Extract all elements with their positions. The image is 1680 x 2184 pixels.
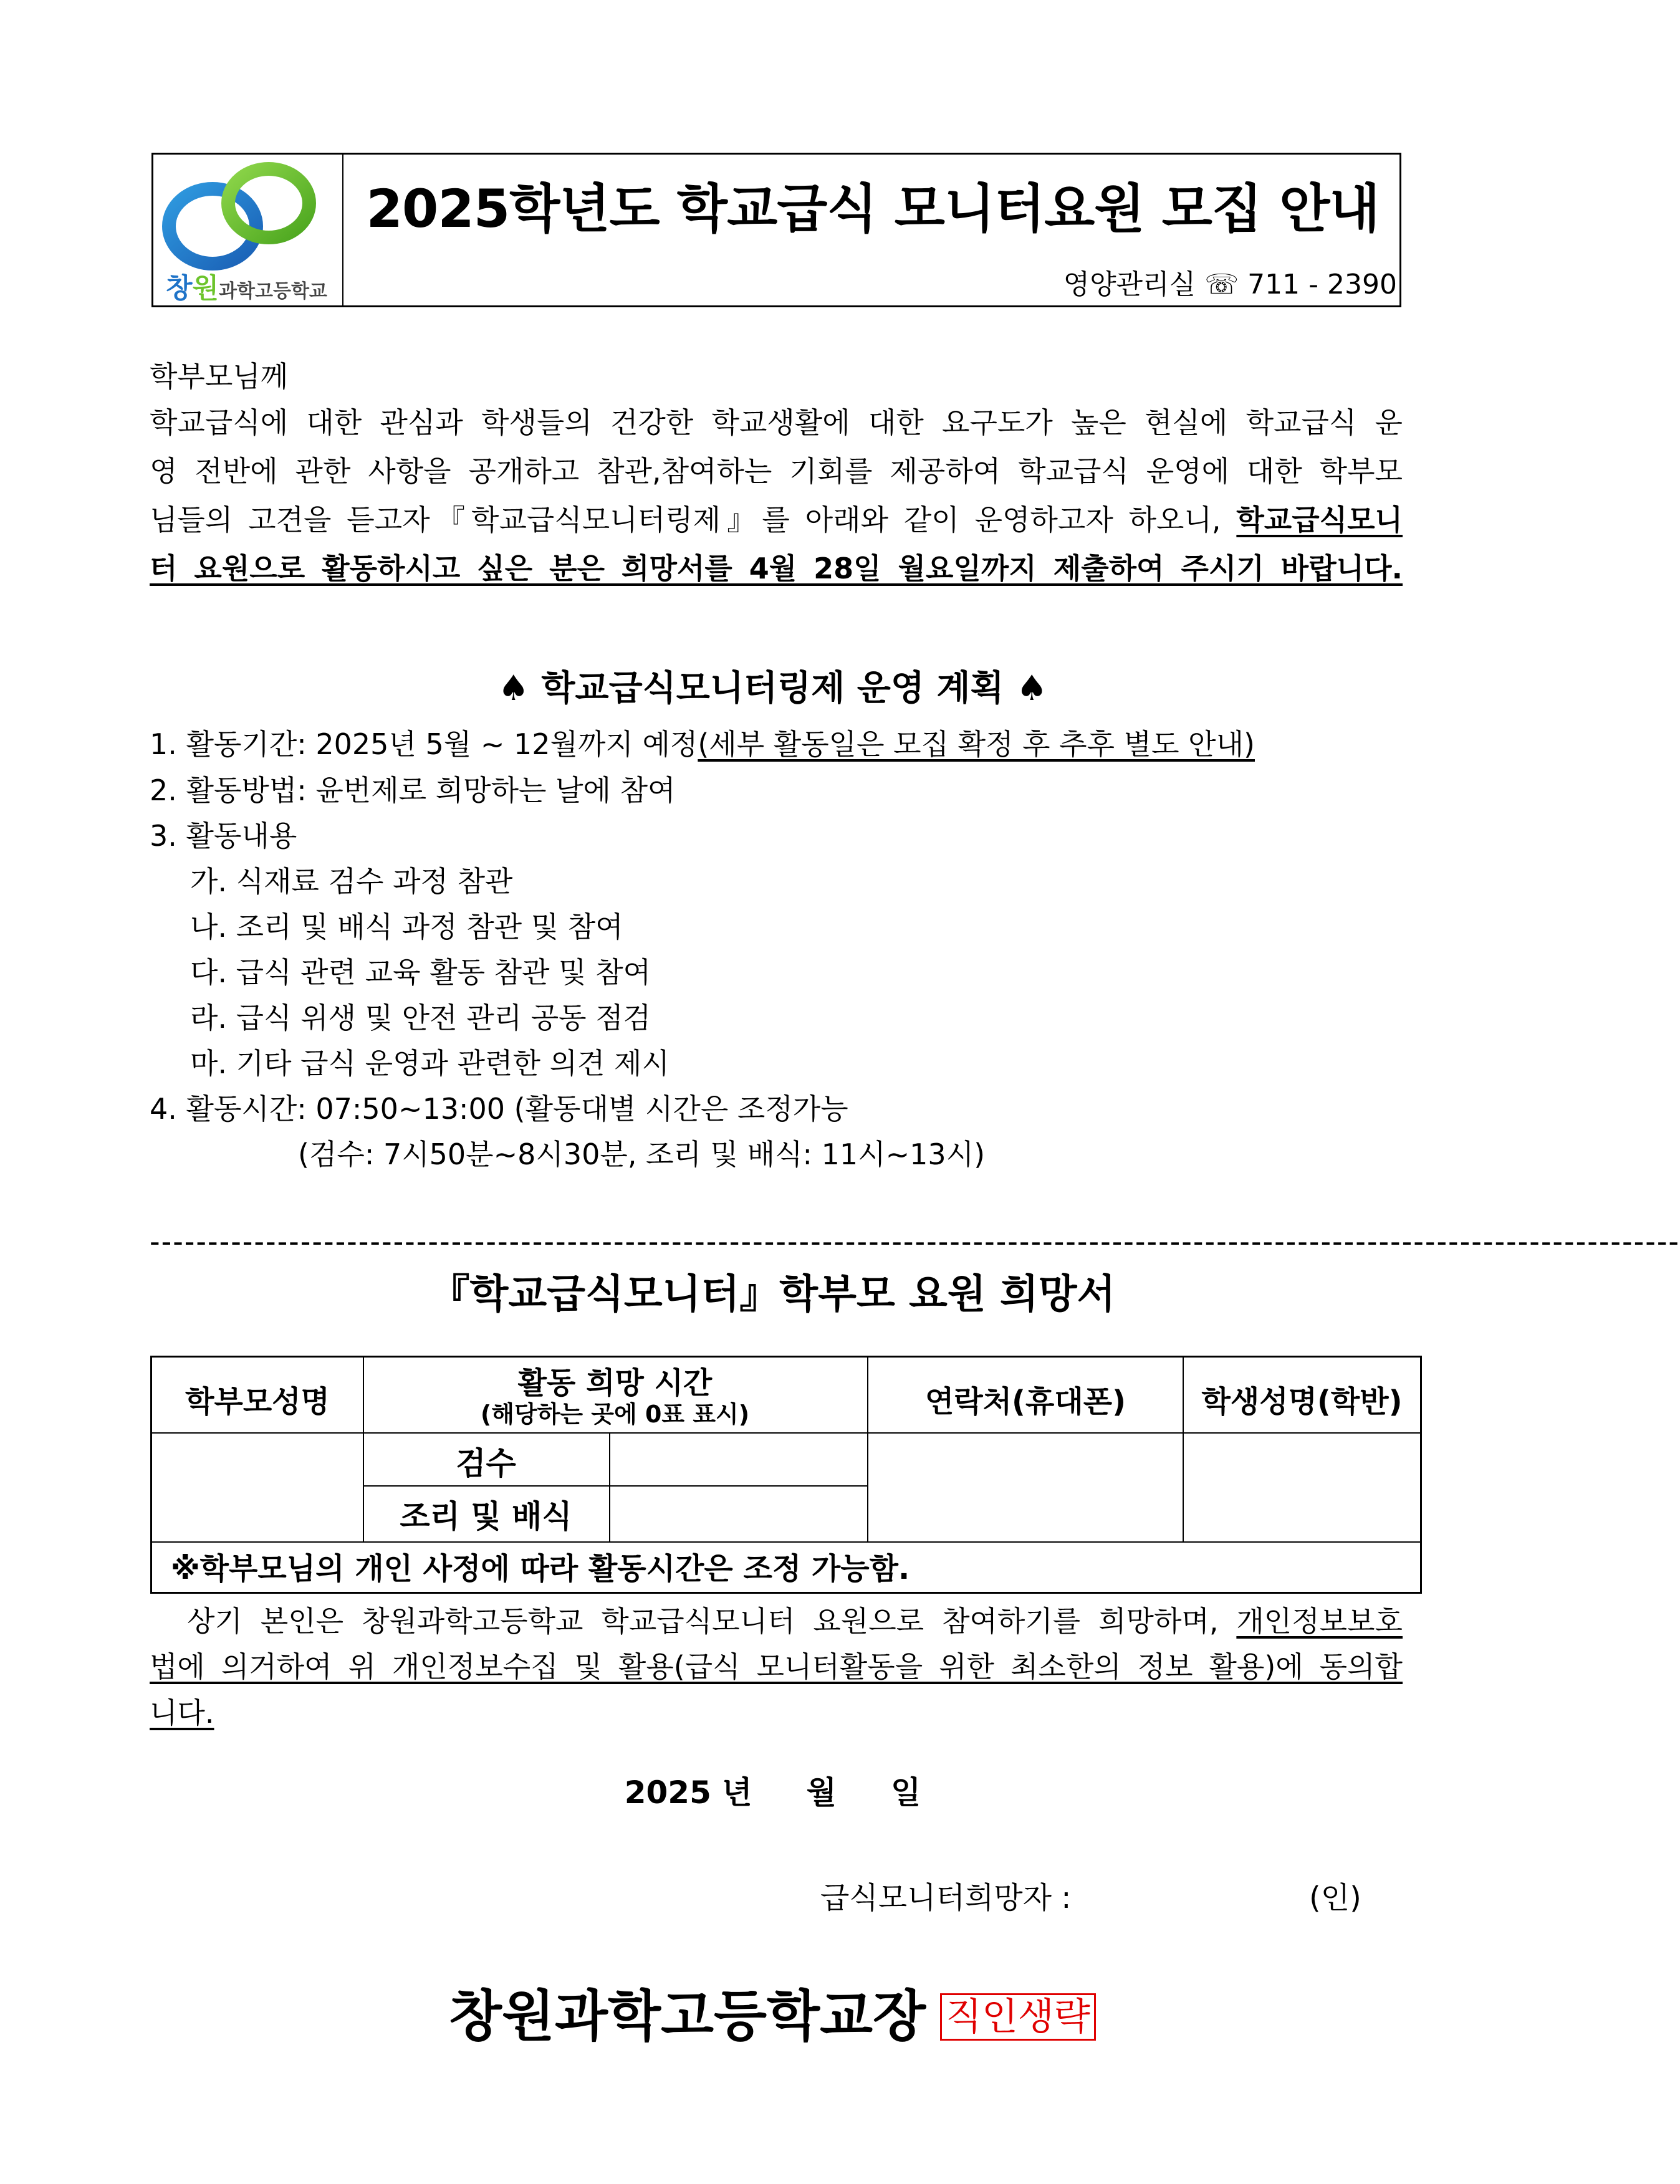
phone-field[interactable] [868, 1434, 1183, 1541]
plan-item-time: 4. 활동시간: 07:50~13:00 (활동대별 시간은 조정가능 [150, 1092, 848, 1126]
plan-item-time-detail: (검수: 7시50분~8시30분, 조리 및 배식: 11시~13시) [298, 1138, 986, 1171]
consent-line-3: 니다. [150, 1696, 214, 1730]
plan-item-period-note: (세부 활동일은 모집 확정 후 추후 별도 안내) [698, 727, 1255, 761]
school-logo [153, 155, 343, 305]
plan-sub-item: 다. 급식 관련 교육 활동 참관 및 참여 [190, 956, 651, 989]
logo-caption [166, 266, 327, 305]
row-label-cooking: 조리 및 배식 [400, 1498, 572, 1535]
cooking-mark-field[interactable] [610, 1487, 867, 1541]
plan-title: ♠ 학교급식모니터링제 운영 계획 ♠ [497, 668, 1048, 709]
letter-deadline: 터 요원으로 활동하시고 싶은 분은 희망서를 4월 28일 월요일까지 제출하여 주시기 바랍니다. [150, 552, 1403, 585]
office-contact: 영양관리실 ☏ 711 - 2390 [1063, 269, 1397, 300]
letter-line-3-emphasis: 학교급식모니 [1236, 503, 1403, 537]
header-student-name: 학생성명(학반) [1201, 1384, 1403, 1419]
date-field[interactable]: 2025 년 월 일 [624, 1775, 921, 1811]
applicant-signature-field[interactable] [1122, 1870, 1297, 1910]
header-activity-time-note: (해당하는 곳에 0표 표시) [480, 1401, 750, 1428]
logo-school-name: 과학고등학교 [219, 280, 327, 302]
plan-sub-item: 나. 조리 및 배식 과정 참관 및 참여 [190, 910, 623, 944]
plan-item-content: 3. 활동내용 [150, 819, 297, 853]
plan-item-period-text: 1. 활동기간: 2025년 5월 ~ 12월까지 예정 [150, 727, 698, 761]
plan-item-method: 2. 활동방법: 윤번제로 희망하는 날에 참여 [150, 774, 676, 807]
consent-line-1 [150, 1599, 1403, 1640]
parent-name-field[interactable] [152, 1434, 363, 1541]
consent-line-1-law: 개인정보보호 [1236, 1604, 1403, 1638]
application-table [150, 1356, 1422, 1594]
letter-line-1: 학교급식에 대한 관심과 학생들의 건강한 학교생활에 대한 요구도가 높은 현실에 학교급식 운 [150, 406, 1403, 439]
greeting: 학부모님께 [150, 360, 289, 393]
logo-char-won: 원 [192, 272, 219, 304]
plan-sub-item: 라. 급식 위생 및 안전 관리 공동 점검 [190, 1001, 651, 1035]
consent-line-2: 법에 의거하여 위 개인정보수집 및 활용(급식 모니터활동을 위한 최소한의 정보 활용)에 동의합 [150, 1650, 1403, 1684]
page-title: 2025학년도 학교급식 모니터요원 모집 안내 [366, 178, 1380, 239]
stamp-omitted-badge: 직인생략 [940, 1993, 1096, 2041]
plan-item-period [150, 722, 1255, 763]
plan-sub-item: 마. 기타 급식 운영과 관련한 의견 제시 [190, 1046, 670, 1080]
table-note: ※학부모님의 개인 사정에 따라 활동시간은 조정 가능함. [171, 1551, 910, 1586]
header-phone: 연락처(휴대폰) [924, 1384, 1126, 1419]
plan-sub-item: 가. 식재료 검수 과정 참관 [190, 865, 513, 898]
form-title: 『학교급식모니터』학부모 요원 희망서 [430, 1272, 1116, 1318]
letter-line-2: 영 전반에 관한 사항을 공개하고 참관,참여하는 기회를 제공하여 학교급식 운영에 대한 학부모 [150, 454, 1403, 488]
letter-line-3-text: 님들의 고견을 듣고자『학교급식모니터링제』를 아래와 같이 운영하고자 하오니, [150, 503, 1237, 537]
cut-line: ------------------------------------------------------------------------------------------------------------------------------------ [150, 1225, 1680, 1258]
header-parent-name: 학부모성명 [185, 1384, 330, 1419]
seal-mark: (인) [1309, 1880, 1361, 1915]
consent-line-1-text: 상기 본인은 창원과학고등학교 학교급식모니터 요원으로 참여하기를 희망하며, [187, 1604, 1237, 1638]
student-name-field[interactable] [1184, 1434, 1420, 1541]
header-activity-time: 활동 희망 시간 [517, 1366, 713, 1401]
inspection-mark-field[interactable] [610, 1434, 867, 1485]
principal-signature: 창원과학고등학교장 [449, 1984, 926, 2048]
logo-char-chang: 창 [166, 272, 193, 304]
applicant-label: 급식모니터희망자 : [820, 1880, 1072, 1915]
letter-line-3 [150, 497, 1403, 539]
row-label-inspection: 검수 [456, 1445, 516, 1482]
